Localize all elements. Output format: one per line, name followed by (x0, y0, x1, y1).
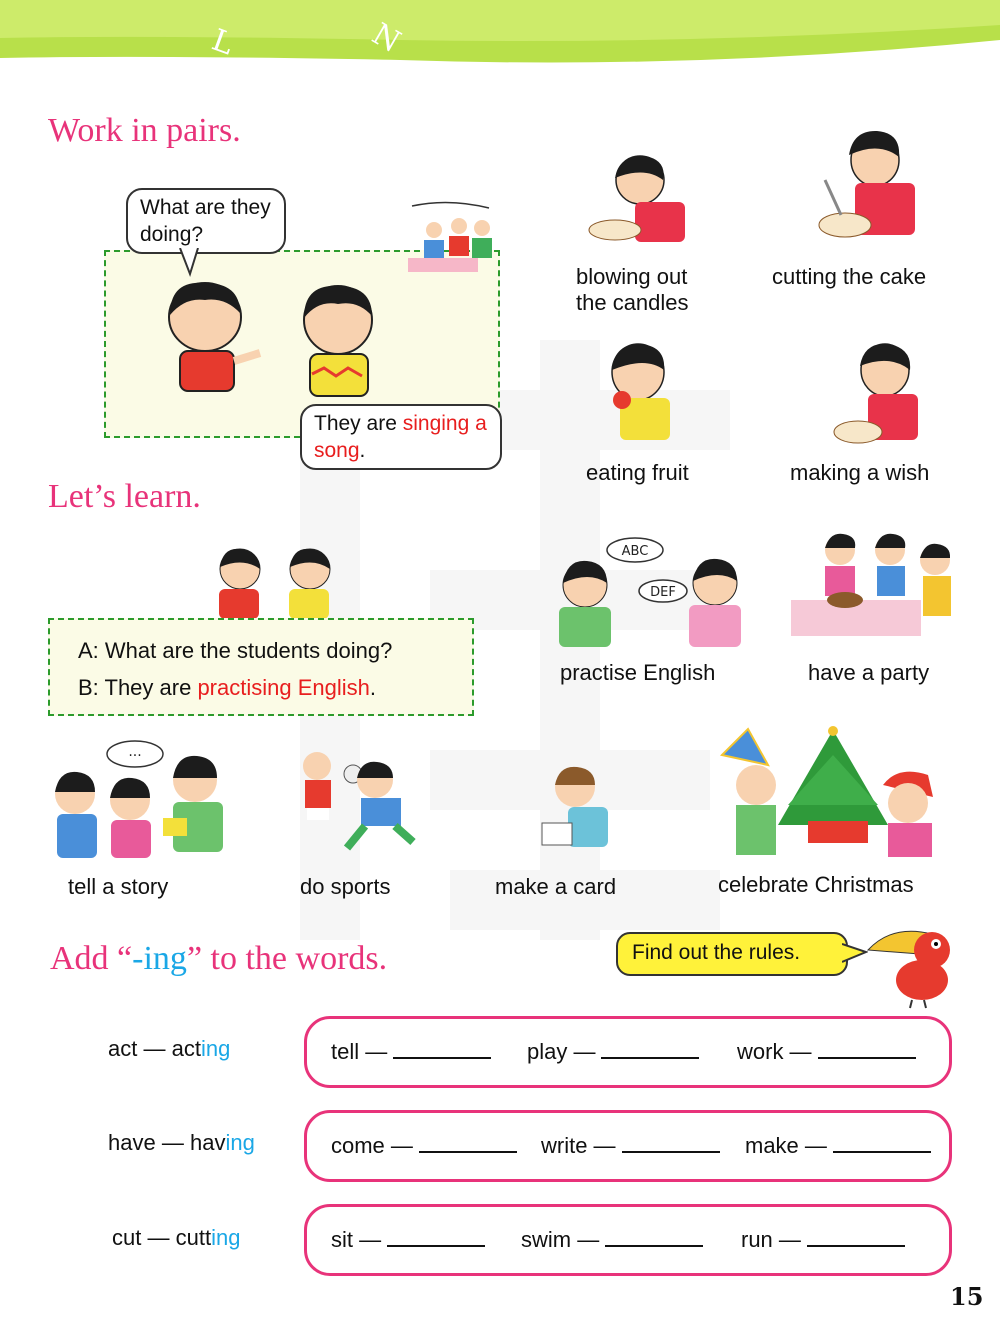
exercise-item (527, 1039, 699, 1065)
exercise-word: work — (737, 1039, 812, 1064)
answer-blank[interactable] (818, 1039, 916, 1059)
rules-tag (616, 932, 848, 976)
top-banner (0, 0, 1000, 80)
exercise-row-3 (304, 1204, 952, 1276)
example-stem: hav (189, 1130, 226, 1155)
example-act (108, 1036, 230, 1062)
do-sports-image (295, 750, 420, 855)
example-dash: — (161, 1130, 184, 1155)
practise-english-image (545, 535, 745, 650)
example-base: cut (112, 1225, 142, 1250)
svg-text:L: L (207, 22, 238, 63)
exercise-item (541, 1133, 720, 1159)
singing-song-thumbnail (404, 196, 499, 276)
answer-end: . (359, 439, 366, 462)
page-number: 15 (950, 1282, 984, 1311)
eating-fruit-image (600, 340, 680, 445)
question-text: What are they doing? (140, 196, 271, 246)
example-stem: cutt (175, 1225, 212, 1250)
example-ending: ing (200, 1036, 231, 1061)
add-ing-rest: ” to the words. (186, 940, 388, 977)
tell-story-image (45, 740, 240, 860)
label-do-sports: do sports (300, 874, 391, 899)
dialog-line-b (78, 675, 376, 701)
dialog-b-end: . (369, 675, 376, 700)
label-practise-english: practise English (560, 660, 716, 685)
dialog-b-highlight: practising English (197, 675, 370, 700)
answer-blank[interactable] (419, 1133, 517, 1153)
boy-red-shirt-image (150, 275, 270, 405)
label-line: the candles (576, 290, 689, 315)
answer-blank[interactable] (393, 1039, 491, 1059)
example-ending: ing (225, 1130, 255, 1155)
label-make-a-card: make a card (495, 874, 617, 899)
label-tell-a-story: tell a story (68, 874, 169, 899)
dots-bubble-text: ... (128, 744, 142, 760)
example-have (108, 1130, 255, 1156)
exercise-word: come — (331, 1133, 413, 1158)
label-celebrate-christmas: celebrate Christmas (718, 872, 914, 897)
label-have-a-party: have a party (808, 660, 930, 685)
exercise-item (745, 1133, 931, 1159)
answer-blank[interactable] (622, 1133, 720, 1153)
exercise-word: play — (527, 1039, 596, 1064)
label-blowing-out-candles (576, 264, 689, 316)
exercise-word: swim — (521, 1227, 600, 1252)
exercise-row-2 (304, 1110, 952, 1182)
rules-tag-text: Find out the rules. (632, 941, 801, 964)
exercise-word: write — (541, 1133, 616, 1158)
section-title-lets-learn: Let’s learn. (48, 478, 201, 515)
exercise-word: tell — (331, 1039, 388, 1064)
question-bubble (126, 188, 286, 254)
answer-highlight: singing a song (314, 412, 487, 462)
dialog-b-prefix: B: They are (78, 675, 198, 700)
label-cutting-the-cake: cutting the cake (772, 264, 927, 289)
label-eating-fruit: eating fruit (586, 460, 689, 485)
exercise-item (521, 1227, 703, 1253)
making-wish-image (830, 340, 925, 448)
boy-yellow-shirt-image (290, 280, 390, 405)
add-ing-token: -ing (132, 940, 187, 977)
answer-blank[interactable] (605, 1227, 703, 1247)
answer-blank[interactable] (387, 1227, 485, 1247)
exercise-item (737, 1039, 916, 1065)
exercise-item (331, 1039, 491, 1065)
example-ending: ing (211, 1225, 241, 1250)
blowing-candles-image (585, 150, 695, 250)
answer-bubble (300, 404, 502, 470)
celebrate-christmas-image (718, 725, 953, 860)
question-bubble-tail (176, 248, 206, 278)
exercise-item (741, 1227, 905, 1253)
abc-bubble-text: ABC (621, 544, 649, 559)
answer-blank[interactable] (833, 1133, 931, 1153)
example-dash: — (143, 1036, 166, 1061)
exercise-word: run — (741, 1227, 801, 1252)
svg-text:N: N (366, 16, 407, 61)
exercise-row-1 (304, 1016, 952, 1088)
dialog-line-a: A: What are the students doing? (78, 638, 393, 663)
make-card-image (530, 765, 615, 855)
answer-text-prefix: They are (314, 412, 403, 435)
section-title-work-in-pairs: Work in pairs. (48, 112, 241, 149)
party-image (785, 530, 965, 645)
section-title-add-ing (50, 940, 387, 978)
cutting-cake-image (815, 125, 935, 250)
exercise-word: make — (745, 1133, 827, 1158)
exercise-item (331, 1133, 517, 1159)
two-boys-small-image (205, 545, 340, 620)
example-dash: — (147, 1225, 170, 1250)
answer-blank[interactable] (807, 1227, 905, 1247)
answer-blank[interactable] (601, 1039, 699, 1059)
label-line: blowing out (576, 264, 688, 289)
add-ing-prefix: Add “ (50, 940, 133, 977)
parrot-mascot-image (862, 920, 957, 1010)
exercise-item (331, 1227, 485, 1253)
example-base: act (108, 1036, 138, 1061)
def-bubble-text: DEF (650, 585, 676, 600)
label-making-a-wish: making a wish (790, 460, 930, 485)
exercise-word: sit — (331, 1227, 382, 1252)
example-stem: act (171, 1036, 201, 1061)
example-cut (112, 1225, 240, 1251)
example-base: have (108, 1130, 156, 1155)
learn-dialog-box (48, 618, 474, 716)
